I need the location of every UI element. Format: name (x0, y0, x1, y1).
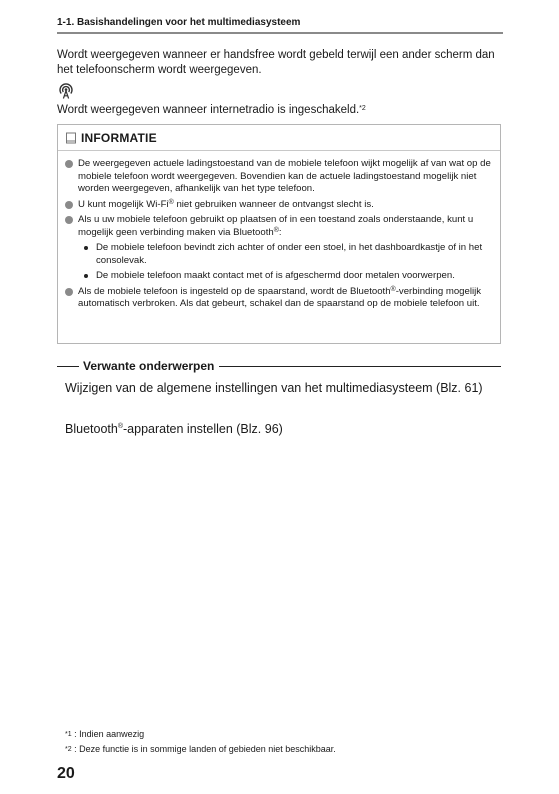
dot-icon (84, 246, 88, 250)
internet-radio-description (57, 103, 505, 118)
information-item-text: U kunt mogelijk Wi-Fi (78, 198, 169, 210)
information-item-text: niet gebruiken wanneer de ontvangst slecht is. (173, 198, 374, 210)
information-item-text: : (278, 226, 282, 238)
related-topic-text: -apparaten instellen (Blz. 96) (123, 422, 283, 436)
footnote-ref-2: *2 (359, 105, 366, 112)
information-box (57, 124, 501, 344)
information-sub-list (78, 242, 492, 283)
footnotes (65, 727, 336, 757)
information-item (65, 199, 492, 212)
information-item-text: De weergegeven actuele ladingstoestand van de mobiele telefoon wijkt mogelijk af van wat op de mobiele telefoon wordt weergegeven. Bovendien kan de actuele ladingstoestand mogelijk niet worden weergegeven, afhankelijk van het type telefoon. (78, 158, 491, 194)
intro-paragraph: Wordt weergegeven wanneer er handsfree wordt gebeld terwijl een ander scherm dan het telefoonscherm wordt weergegeven. (57, 49, 495, 76)
page-number: 20 (57, 765, 75, 782)
footnote (65, 742, 336, 757)
footnote-text: : Deze functie is in sommige landen of gebieden niet beschikbaar. (74, 744, 336, 754)
dot-icon (84, 274, 88, 278)
information-list (58, 151, 500, 311)
related-topic-text: Bluetooth (65, 422, 118, 436)
information-sub-item (78, 242, 492, 267)
bullet-icon (65, 216, 73, 224)
internet-radio-text: Wordt weergegeven wanneer internetradio is ingeschakeld. (57, 104, 360, 116)
related-topic-text: Wijzigen van de algemene instellingen van het multimediasysteem (Blz. 61) (65, 381, 483, 395)
bullet-icon (65, 160, 73, 168)
divider (57, 366, 79, 367)
registered-mark: ® (390, 285, 396, 293)
related-topics-header (57, 359, 501, 373)
related-topic-link[interactable] (65, 380, 501, 396)
footnote (65, 727, 336, 742)
footnote-mark: *2 (65, 746, 72, 753)
footnote-text: : Indien aanwezig (74, 729, 145, 739)
footnote-mark: *1 (65, 731, 72, 738)
information-item-text: Als u uw mobiele telefoon gebruikt op plaatsen of in een toestand zoals onderstaande, kunt u mogelijk geen verbinding maken via Bluetooth (78, 214, 474, 238)
related-topic-link[interactable] (65, 421, 501, 437)
information-item (65, 214, 492, 283)
internet-radio-icon (57, 82, 75, 100)
information-title (58, 125, 500, 151)
related-topics-title: Verwante onderwerpen (83, 359, 215, 373)
information-title-text: INFORMATIE (81, 130, 157, 145)
information-sub-item-text: De mobiele telefoon bevindt zich achter of onder een stoel, in het dashboardkastje of in het consolevak. (96, 242, 483, 266)
information-item-text: -verbinding mogelijk automatisch verbroken. Als dat gebeurt, schakel dan de spaarstand op de mobiele telefoon uit. (78, 285, 482, 309)
divider (219, 366, 501, 367)
information-item-text: Als de mobiele telefoon is ingesteld op de spaarstand, wordt de Bluetooth (78, 285, 391, 297)
information-sub-item-text: De mobiele telefoon maakt contact met of is afgeschermd door metalen voorwerpen. (96, 270, 455, 281)
book-icon (65, 132, 77, 144)
bullet-icon (65, 201, 73, 209)
bullet-icon (65, 288, 73, 296)
registered-mark: ® (117, 423, 123, 430)
registered-mark: ® (273, 226, 279, 234)
information-item (65, 286, 492, 311)
registered-mark: ® (168, 198, 174, 206)
information-sub-item (78, 270, 492, 283)
information-item (65, 158, 492, 196)
section-header: 1-1. Basishandelingen voor het multimediasysteem (57, 17, 503, 34)
